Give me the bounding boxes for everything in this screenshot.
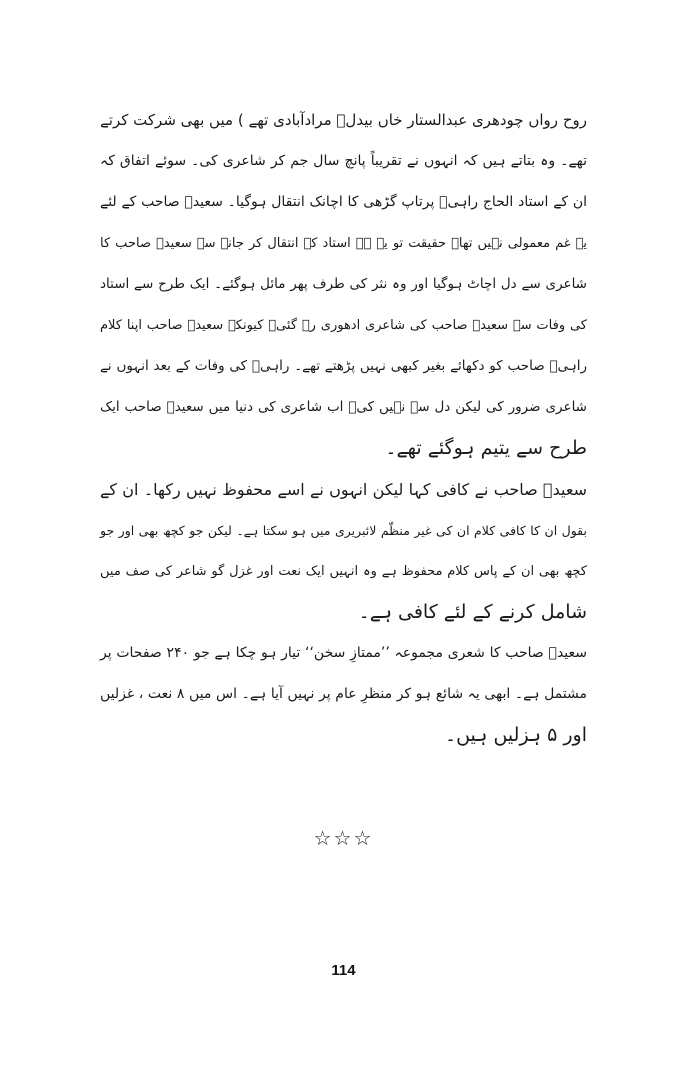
text-line: اور ۵ ہزلیں ہیں۔ xyxy=(444,724,587,746)
text-line: روح رواں چودھری عبدالستار خاں بیدلؔ مرادآبادی تھے ) میں بھی شرکت کرتے xyxy=(100,111,587,129)
text-line: شامل کرنے کے لئے کافی ہے۔ xyxy=(358,601,587,623)
text-line: شاعری ضرور کی لیکن دل سے نہیں کی۔ اب شاعری کی دنیا میں سعیدؔ صاحب ایک xyxy=(100,399,587,415)
text-line: شاعری سے دل اچاٹ ہوگیا اور وہ نثر کی طرف پھر مائل ہوگئے۔ ایک طرح سے استاد xyxy=(100,276,587,292)
text-line: سعیدؔ صاحب کا شعری مجموعہ ’’ممتازِ سخن‘‘ تیار ہو چکا ہے جو ۲۴۰ صفحات پر xyxy=(100,645,588,661)
text-line: طرح سے یتیم ہوگئے تھے۔ xyxy=(385,437,587,459)
section-end-stars: ☆☆☆ xyxy=(313,826,374,850)
text-line: تھے۔ وہ بتاتے ہیں کہ انہوں نے تقریباً پانچ سال جم کر شاعری کی۔ سوئے اتفاق کہ xyxy=(100,153,587,169)
text-line: ان کے استاد الحاج راہیؔ پرتاپ گڑھی کا اچانک انتقال ہوگیا۔ سعیدؔ صاحب کے لئے xyxy=(100,194,587,210)
urdu-body-text xyxy=(100,100,587,756)
text-line: کی وفات سے سعیدؔ صاحب کی شاعری ادھوری رہ گئی۔ کیونکہ سعیدؔ صاحب اپنا کلام xyxy=(100,318,587,333)
text-line: سعیدؔ صاحب نے کافی کہا لیکن انہوں نے اسے محفوظ نہیں رکھا۔ ان کے xyxy=(100,480,587,499)
text-line: کچھ بھی ان کے پاس کلام محفوظ ہے وہ انہیں ایک نعت اور غزل گو شاعر کی صف میں xyxy=(100,564,587,579)
page-number: 114 xyxy=(331,962,356,979)
text-line: مشتمل ہے۔ ابھی یہ شائع ہو کر منظرِ عام پر نہیں آیا ہے۔ اس میں ۸ نعت ، غزلیں xyxy=(100,686,587,702)
text-line: بقول ان کا کافی کلام ان کی غیر منظّم لائبریری میں ہو سکتا ہے۔ لیکن جو کچھ بھی اور جو xyxy=(100,523,587,538)
text-line: راہیؔ صاحب کو دکھائے بغیر کبھی نہیں پڑھتے تھے۔ راہیؔ کی وفات کے بعد انہوں نے xyxy=(100,358,587,374)
text-line: یہ غم معمولی نہیں تھا۔ حقیقت تو یہ ہے استاد کے انتقال کر جانے سے سعیدؔ صاحب کا xyxy=(100,236,587,251)
